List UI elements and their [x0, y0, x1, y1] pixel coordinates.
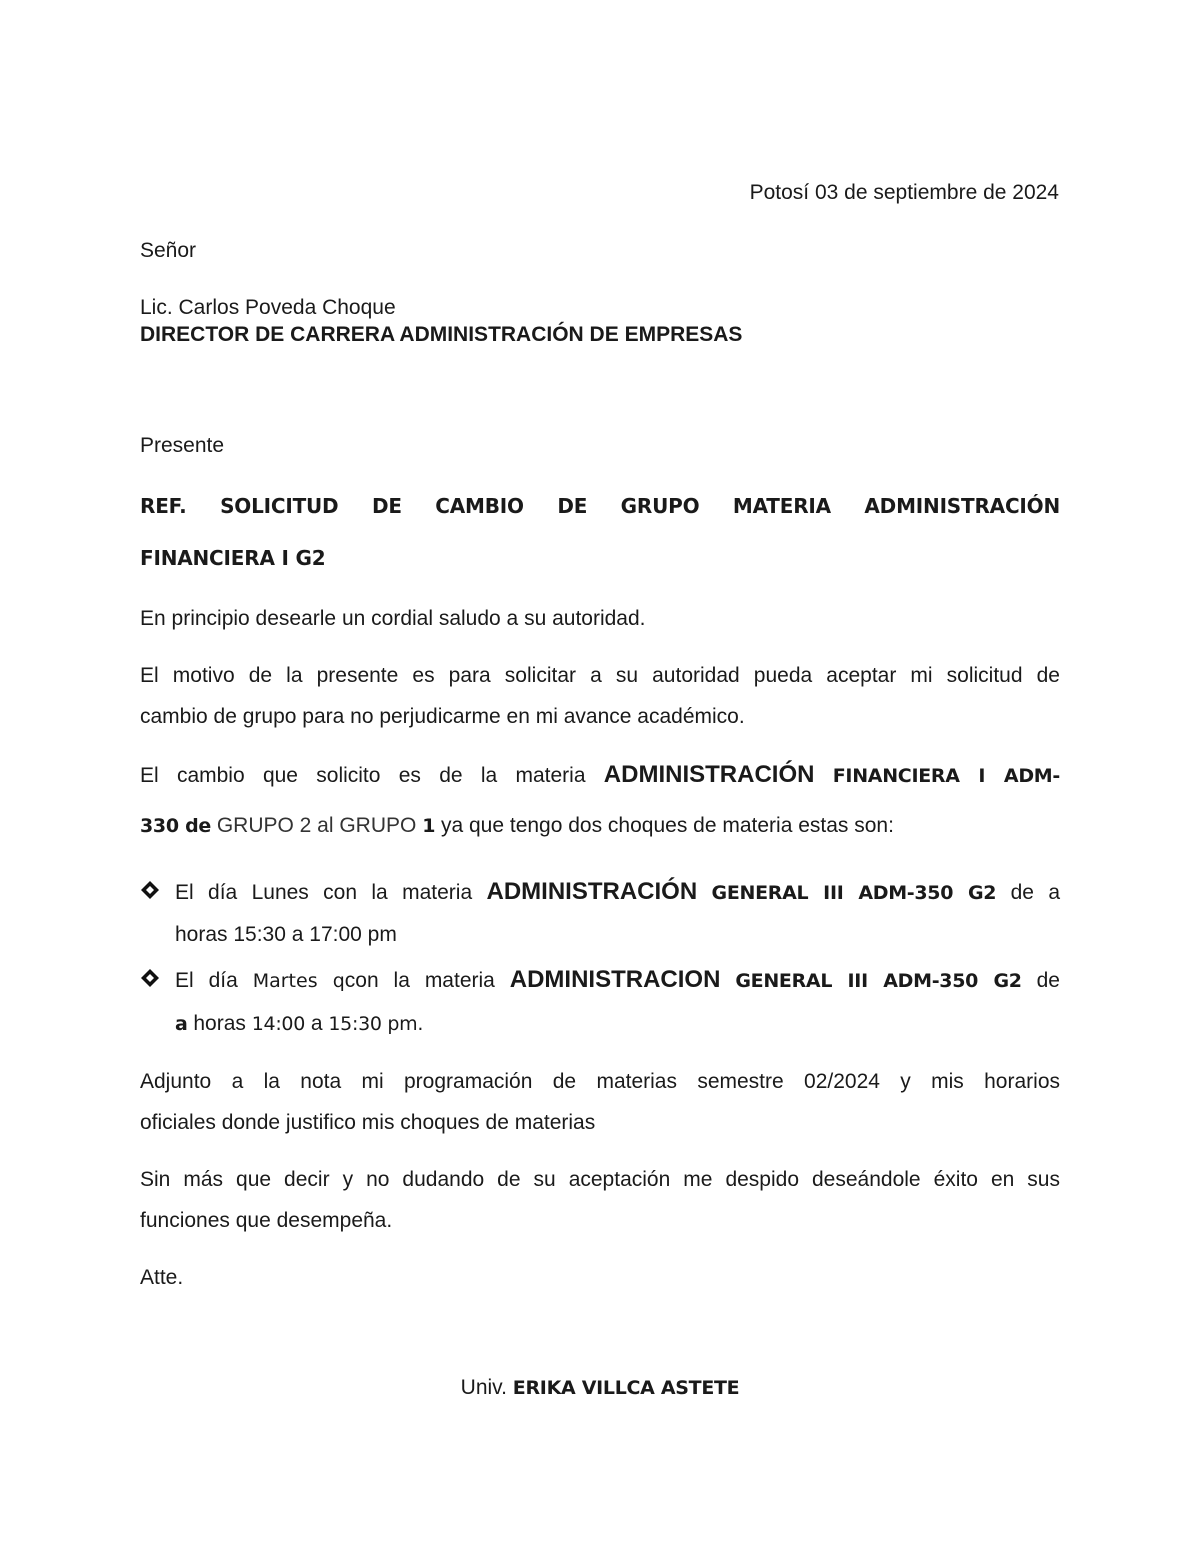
bullet-2-time-end: 15:30 pm. [328, 1013, 424, 1035]
reference-line-2: FINANCIERA I G2 [140, 546, 326, 570]
bullet-2-prefix-a: El día [175, 969, 238, 992]
diamond-bullet-icon [140, 968, 160, 994]
salutation: Señor [140, 239, 197, 262]
recipient-title: DIRECTOR DE CARRERA ADMINISTRACIÓN DE EMPRESAS [140, 323, 743, 346]
bullet-2-line2-a: a [175, 1013, 188, 1035]
reference-line-1: REF. SOLICITUD DE CAMBIO DE GRUPO MATERIA ADMINISTRACIÓN [140, 494, 1060, 518]
attachment-line-1: Adjunto a la nota mi programación de materias semestre 02/2024 y mis horarios [140, 1070, 1060, 1093]
presente: Presente [140, 434, 225, 457]
bullet-2-subject-rest: GENERAL III ADM-350 G2 [735, 970, 1022, 992]
closing-line-2: funciones que desempeña. [140, 1209, 393, 1232]
change-code-end: 330 de [140, 815, 211, 837]
bullet-1-line-1 [175, 878, 1060, 906]
signature-prefix: Univ. [460, 1376, 507, 1399]
bullet-2-tail: de [1036, 969, 1060, 992]
date-line: Potosí 03 de septiembre de 2024 [749, 181, 1059, 204]
closing-line-1: Sin más que decir y no dudando de su aceptación me despido deseándole éxito en sus [140, 1168, 1060, 1191]
change-line-2 [140, 814, 894, 838]
change-group-from: GRUPO 2 al GRUPO [216, 814, 417, 837]
recipient-name: Lic. Carlos Poveda Choque [140, 296, 396, 319]
bullet-1-subject-rest: GENERAL III ADM-350 G2 [711, 882, 997, 904]
bullet-1-tail: de a [1010, 881, 1060, 904]
signature-line [0, 1376, 1200, 1400]
bullet-1-prefix: El día Lunes con la materia [175, 881, 473, 904]
greeting-paragraph: En principio desearle un cordial saludo a su autoridad. [140, 607, 646, 630]
change-subject-rest: FINANCIERA I ADM- [832, 765, 1061, 787]
bullet-2-prefix-b: con la materia [344, 969, 495, 992]
bullet-2-day: Martes q [252, 970, 345, 992]
bullet-2-line2-b: horas [193, 1012, 246, 1035]
bullet-2-line2-c: a [310, 1012, 323, 1035]
change-line-1 [140, 761, 1060, 789]
atte: Atte. [140, 1266, 184, 1289]
bullet-2-line-2 [175, 1012, 423, 1036]
motive-line-1: El motivo de la presente es para solicitar a su autoridad pueda aceptar mi solicitud de [140, 664, 1060, 687]
bullet-2-line-1 [175, 966, 1060, 994]
change-prefix: El cambio que solicito es de la materia [140, 764, 586, 787]
change-subject-main: ADMINISTRACIÓN [603, 761, 815, 788]
signature-name: ERIKA VILLCA ASTETE [512, 1377, 740, 1399]
bullet-2-subject-main: ADMINISTRACION [509, 966, 721, 993]
motive-line-2: cambio de grupo para no perjudicarme en mi avance académico. [140, 705, 745, 728]
change-suffix: ya que tengo dos choques de materia estas son: [440, 814, 894, 837]
change-group-to: 1 [422, 815, 436, 837]
bullet-2-time-start: 14:00 [251, 1013, 306, 1035]
diamond-bullet-icon [140, 880, 160, 906]
bullet-1-subject-main: ADMINISTRACIÓN [486, 878, 698, 905]
attachment-line-2: oficiales donde justifico mis choques de materias [140, 1111, 596, 1134]
bullet-1-line-2: horas 15:30 a 17:00 pm [175, 923, 397, 946]
